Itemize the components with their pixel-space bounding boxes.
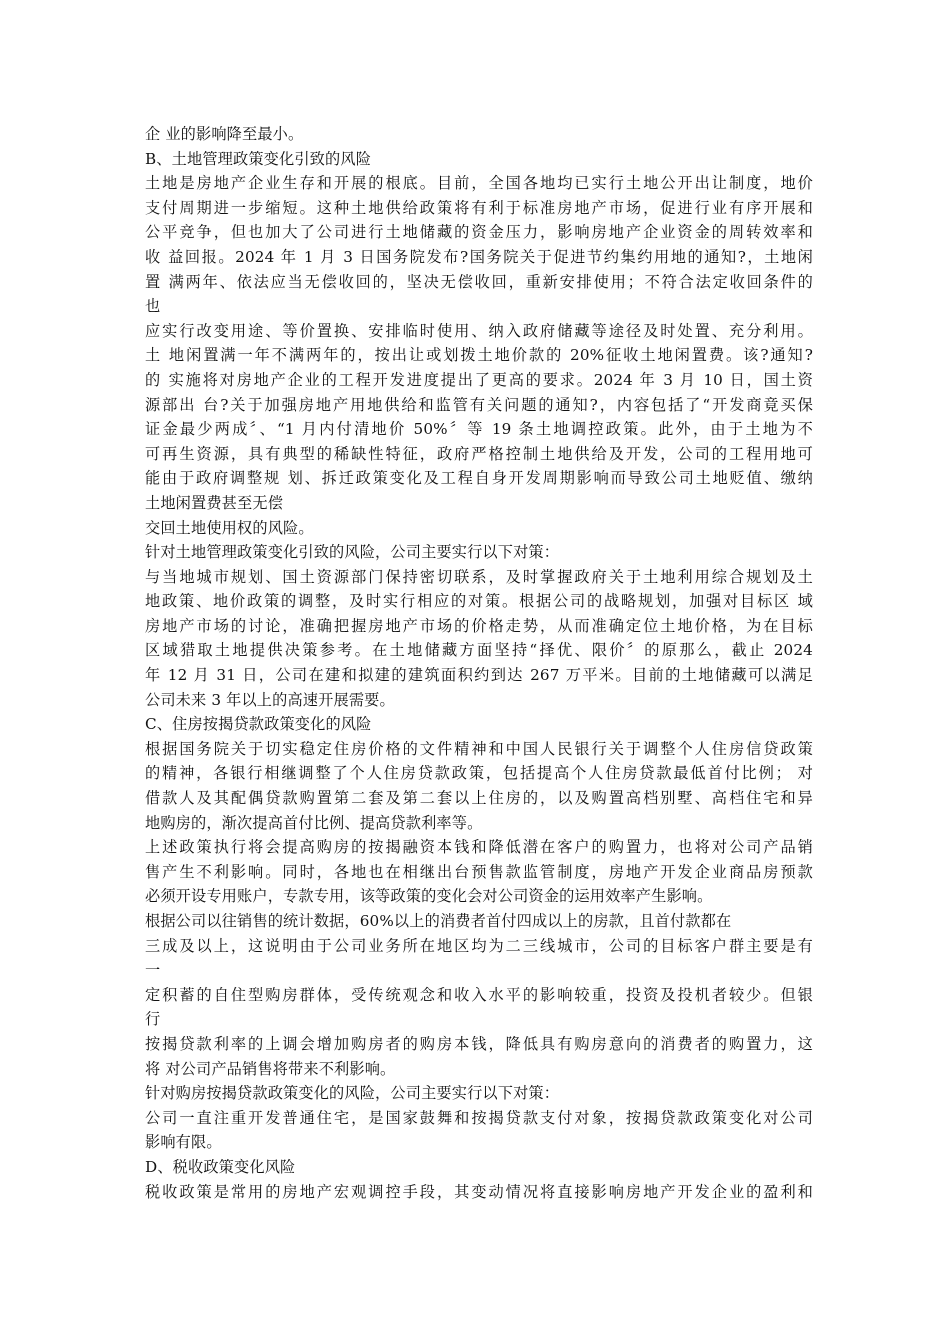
text-line: 针对土地管理政策变化引致的风险，公司主要实行以下对策：	[145, 543, 560, 562]
text-line: 应实行改变用途、等价置换、安排临时使用、纳入政府储藏等途径及时处置、充分利用。	[145, 321, 813, 340]
text-line: 交回土地使用权的风险。	[145, 518, 314, 537]
text-line: 针对购房按揭贷款政策变化的风险，公司主要实行以下对策：	[145, 1084, 560, 1103]
text-line: 将 对公司产品销售将带来不利影响。	[145, 1059, 396, 1078]
text-line: 企 业的影响降至最小。	[145, 125, 304, 143]
text-line: 地购房的，渐次提高首付比例、提高贷款利率等。	[145, 813, 483, 832]
text-line: 必须开设专用账户，专款专用，该等政策的变化会对公司资金的运用效率产生影响。	[145, 887, 713, 906]
text-line: 与当地城市规划、国土资源部门保持密切联系，及时掌握政府关于土地利用综合规划及土	[145, 567, 813, 586]
text-line: B、土地管理政策变化引致的风险	[145, 149, 372, 168]
text-line: 行	[145, 1010, 161, 1029]
text-line: 按揭贷款利率的上调会增加购房者的购房本钱，降低具有购房意向的消费者的购置力，这	[145, 1034, 813, 1053]
text-line: 证金最少两成〞、“1 月内付清地价 50%〞等 19 条土地调控政策。此外，由于土地为不	[145, 420, 813, 439]
text-line: C、住房按揭贷款政策变化的风险	[145, 715, 372, 734]
text-line: 公司未来 3 年以上的高速开展需要。	[145, 690, 395, 709]
text-line: 公司一直注重开发普通住宅，是国家鼓舞和按揭贷款支付对象，按揭贷款政策变化对公司	[145, 1108, 813, 1127]
document-body	[145, 122, 813, 1204]
text-line: 一	[145, 961, 161, 980]
text-line: D、税收政策变化风险	[145, 1157, 296, 1176]
text-line: 影响有限。	[145, 1133, 222, 1152]
text-line: 根据国务院关于切实稳定住房价格的文件精神和中国人民银行关于调整个人住房信贷政策	[145, 739, 813, 758]
text-line: 能由于政府调整规 划、拆迁政策变化及工程自身开发周期影响而导致公司土地贬值、缴纳	[145, 469, 813, 488]
text-line: 年 12 月 31 日，公司在建和拟建的建筑面积约到达 267 万平米。目前的土地储藏可以满足	[145, 666, 813, 685]
text-line: 公平竞争，但也加大了公司进行土地储藏的资金压力，影响房地产企业资金的周转效率和	[145, 223, 813, 242]
text-line: 区域猎取土地提供决策参考。在土地储藏方面坚持“择优、限价〞的原那么，截止 2024	[145, 641, 813, 660]
text-line: 税收政策是常用的房地产宏观调控手段，其变动情况将直接影响房地产开发企业的盈利和	[145, 1182, 813, 1201]
text-line: 土 地闲置满一年不满两年的，按出让或划拨土地价款的 20%征收土地闲置费。该?通知?	[145, 346, 813, 365]
text-line: 根据公司以往销售的统计数据，60%以上的消费者首付四成以上的房款，且首付款都在	[145, 912, 732, 930]
text-line: 的 实施将对房地产企业的工程开发进度提出了更高的要求。2024 年 3 月 10 日，国土资	[145, 370, 813, 389]
text-line: 也	[145, 297, 161, 316]
text-line: 置 满两年、依法应当无偿收回的，坚决无偿收回，重新安排使用；不符合法定收回条件的	[145, 272, 813, 291]
text-line: 土地是房地产企业生存和开展的根底。目前，全国各地均已实行土地公开出让制度，地价	[145, 174, 813, 193]
text-line: 三成及以上，这说明由于公司业务所在地区均为二三线城市，公司的目标客户群主要是有	[145, 936, 813, 955]
text-line: 房地产市场的讨论，准确把握房地产市场的价格走势，从而准确定位土地价格，为在目标	[145, 616, 813, 635]
text-line: 收 益回报。2024 年 1 月 3 日国务院发布?国务院关于促进节约集约用地的通知?，土地闲	[145, 247, 813, 266]
text-line: 可再生资源，具有典型的稀缺性特征，政府严格控制土地供给及开发，公司的工程用地可	[145, 444, 813, 463]
text-line: 借款人及其配偶贷款购置第二套及第二套以上住房的，以及购置高档别墅、高档住宅和异	[145, 789, 813, 808]
text-line: 的精神，各银行相继调整了个人住房贷款政策，包括提高个人住房贷款最低首付比例； 对	[145, 764, 813, 783]
text-line: 地政策、地价政策的调整，及时实行相应的对策。根据公司的战略规划，加强对目标区 域	[145, 592, 813, 611]
text-line: 定积蓄的自住型购房群体，受传统观念和收入水平的影响较重，投资及投机者较少。但银	[145, 985, 813, 1004]
text-line: 源部出 台?关于加强房地产用地供给和监管有关问题的通知?，内容包括了“开发商竟买保	[145, 395, 813, 414]
text-line: 售产生不利影响。同时，各地也在相继出台预售款监管制度，房地产开发企业商品房预款	[145, 862, 813, 881]
text-line: 上述政策执行将会提高购房的按揭融资本钱和降低潜在客户的购置力，也将对公司产品销	[145, 838, 813, 857]
text-line: 支付周期进一步缩短。这种土地供给政策将有利于标准房地产市场，促进行业有序开展和	[145, 198, 813, 217]
text-line: 土地闲置费甚至无偿	[145, 493, 284, 512]
